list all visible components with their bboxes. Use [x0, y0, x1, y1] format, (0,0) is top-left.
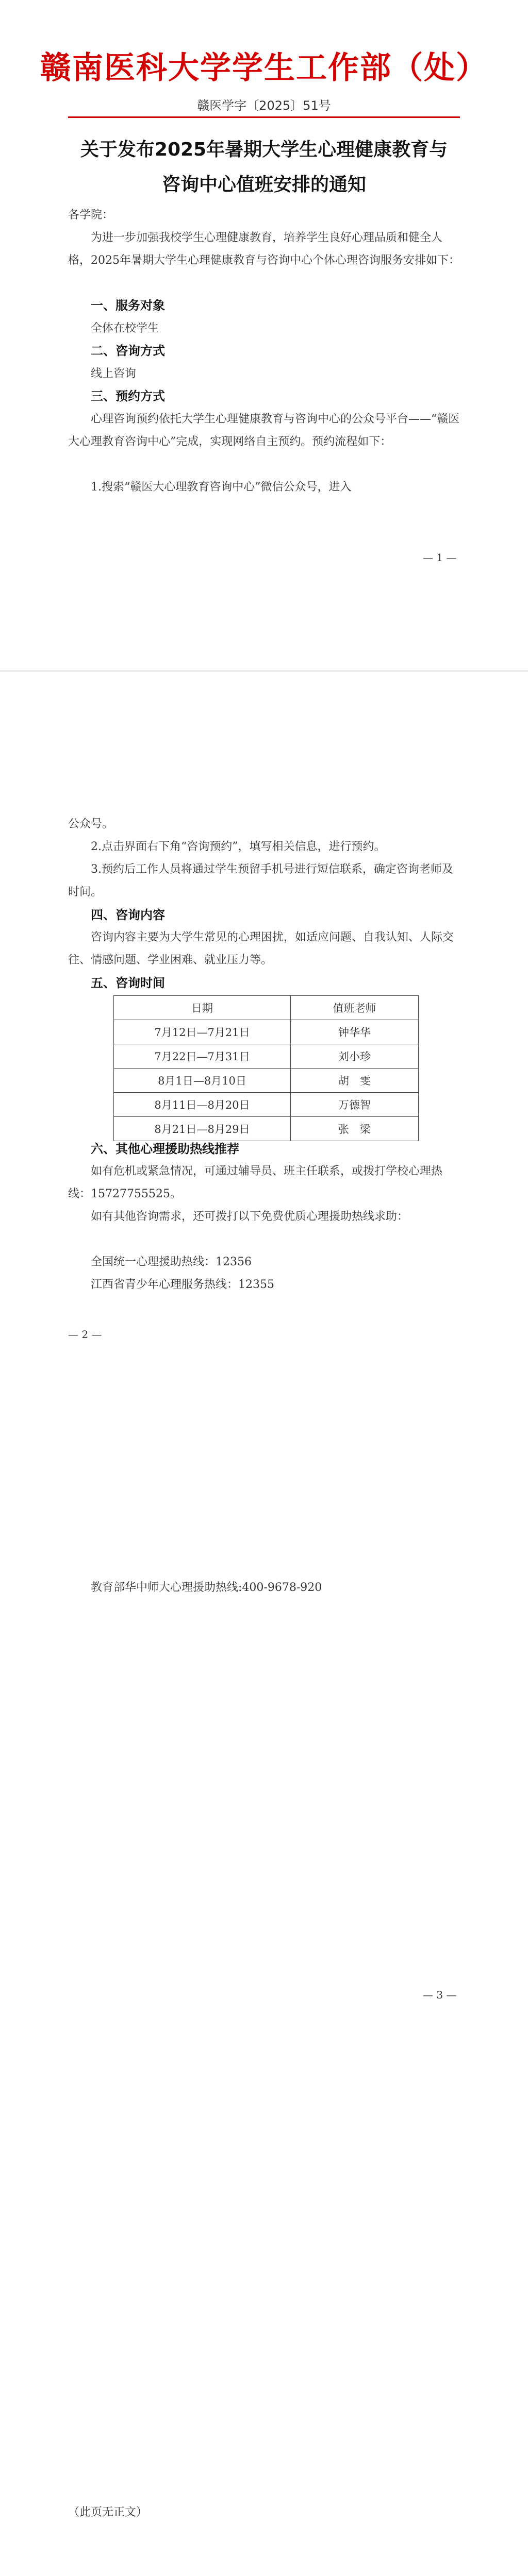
table-cell-teacher: 张 梁: [291, 1117, 419, 1141]
step-1-text-a: 1.搜索“赣医大心理教育咨询中心”微信公众号，进入: [91, 481, 352, 494]
schedule-table: [113, 995, 419, 1141]
table-cell-date: 7月12日—7月21日: [114, 1020, 291, 1044]
table-cell-teacher: 钟华华: [291, 1020, 419, 1044]
table-row: [114, 1044, 419, 1069]
page-number-1: — 1 —: [423, 551, 457, 564]
section-4-text: 咨询内容主要为大学生常见的心理困扰，如适应问题、自我认知、人际交往、情感问题、学业困难、就业压力等。: [68, 931, 454, 967]
page-number-3: — 3 —: [423, 1989, 457, 2001]
section-1-text: 全体在校学生: [91, 322, 159, 335]
section-6-text-1: 如有危机或紧急情况，可通过辅导员、班主任联系，或拨打学校心理热线：15727755525。: [68, 1165, 443, 1200]
table-header-date: 日期: [114, 996, 291, 1020]
table-row: [114, 1020, 419, 1044]
section-6-heading: 六、其他心理援助热线推荐: [91, 1142, 239, 1156]
table-row: [114, 1117, 419, 1141]
hotline-ccnu: 教育部华中师大心理援助热线:400-9678-920: [91, 1581, 322, 1594]
table-cell-date: 7月22日—7月31日: [114, 1044, 291, 1069]
step-1-text-b: 公众号。: [68, 818, 114, 831]
table-cell-date: 8月11日—8月20日: [114, 1093, 291, 1117]
closing-note: （此页无正文）: [68, 2506, 148, 2519]
step-2-text: 2.点击界面右下角“咨询预约”，填写相关信息，进行预约。: [91, 840, 386, 853]
intro-paragraph: 为进一步加强我校学生心理健康教育，培养学生良好心理品质和健全人格，2025年暑期大学生心理健康教育与咨询中心个体心理咨询服务安排如下：: [68, 231, 460, 267]
hotline-jiangxi: 江西省青少年心理服务热线：12355: [91, 1278, 274, 1291]
org-title: 赣南医科大学学生工作部（处）: [40, 50, 488, 86]
section-3-text: 心理咨询预约依托大学生心理健康教育与咨询中心的公众号平台——“赣医大心理教育咨询中心”完成，实现网络自主预约。预约流程如下：: [68, 413, 460, 448]
doc-number: 赣医学字〔2025〕51号: [197, 98, 331, 113]
section-1-heading: 一、服务对象: [91, 298, 165, 313]
salutation: 各学院：: [68, 209, 114, 222]
table-cell-date: 8月21日—8月29日: [114, 1117, 291, 1141]
page-break: [0, 670, 528, 672]
table-row: [114, 1069, 419, 1093]
header-red-rule: [68, 116, 460, 118]
section-2-heading: 二、咨询方式: [91, 344, 165, 358]
section-6-text-2: 如有其他咨询需求，还可拨打以下免费优质心理援助热线求助：: [91, 1210, 409, 1223]
table-cell-teacher: 胡 雯: [291, 1069, 419, 1093]
table-header-teacher: 值班老师: [291, 996, 419, 1020]
doc-title-line1: 关于发布2025年暑期大学生心理健康教育与: [80, 139, 448, 160]
page-number-2: — 2 —: [68, 1328, 102, 1341]
section-3-heading: 三、预约方式: [91, 389, 165, 403]
table-cell-teacher: 万德智: [291, 1093, 419, 1117]
hotline-national: 全国统一心理援助热线：12356: [91, 1256, 252, 1268]
section-5-heading: 五、咨询时间: [91, 976, 165, 990]
step-3-text: 3.预约后工作人员将通过学生预留手机号进行短信联系，确定咨询老师及时间。: [68, 863, 453, 899]
section-4-heading: 四、咨询内容: [91, 908, 165, 922]
section-2-text: 线上咨询: [91, 367, 137, 380]
table-cell-teacher: 刘小珍: [291, 1044, 419, 1069]
table-cell-date: 8月1日—8月10日: [114, 1069, 291, 1093]
table-row: [114, 1093, 419, 1117]
table-header-row: [114, 996, 419, 1020]
doc-title-line2: 咨询中心值班安排的通知: [161, 174, 366, 195]
